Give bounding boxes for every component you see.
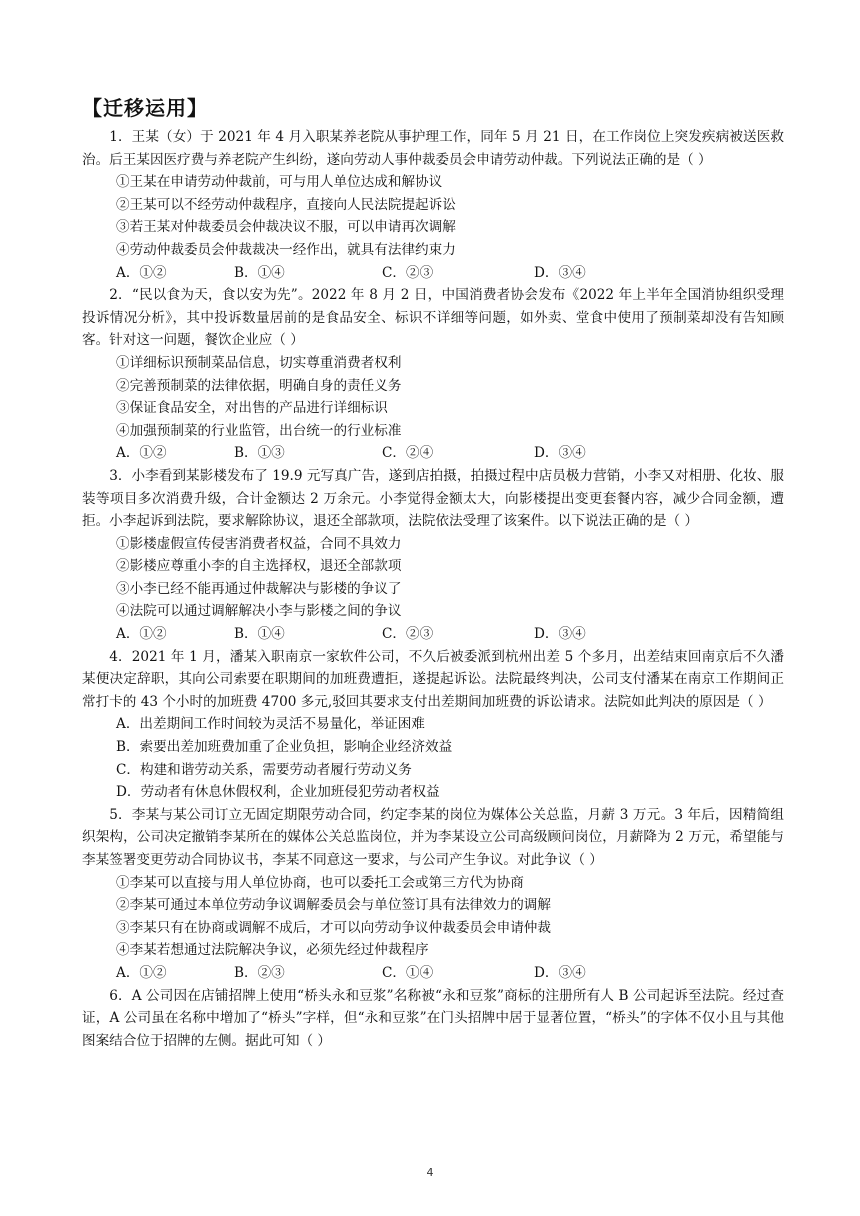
question-2-option: ①详细标识预制菜品信息，切实尊重消费者权利 bbox=[116, 354, 402, 371]
question-1-option: ④劳动仲裁委员会仲裁裁决一经作出，就具有法律约束力 bbox=[116, 241, 456, 258]
choice-b: B．①③ bbox=[234, 445, 285, 462]
question-5-option: ③李某只有在协商或调解不成后，才可以向劳动争议仲裁委员会申请仲裁 bbox=[116, 919, 551, 936]
choice-d: D．③④ bbox=[534, 626, 586, 643]
question-5-option: ④李某若想通过法院解决争议，必须先经过仲裁程序 bbox=[116, 942, 429, 959]
choice-c: C．②③ bbox=[382, 264, 434, 281]
question-4-option: A．出差期间工作时间较为灵活不易量化，举证困难 bbox=[116, 716, 425, 733]
choice-c: C．②④ bbox=[382, 445, 434, 462]
question-4-option: C．构建和谐劳动关系，需要劳动者履行劳动义务 bbox=[116, 761, 412, 778]
question-2-option: ④加强预制菜的行业监管，出台统一的行业标准 bbox=[116, 422, 402, 439]
question-list bbox=[82, 126, 784, 1052]
question-3-option: ④法院可以通过调解解决小李与影楼之间的争议 bbox=[116, 603, 402, 620]
question-1-stem: 1．王某（女）于 2021 年 4 月入职某养老院从事护理工作，同年 5 月 21 日，在工作岗位上突发疾病被送医救治。后王某因医疗费与养老院产生纠纷，遂向劳动人事仲裁委员会申请劳动仲裁。下列说法正确的是（ ） bbox=[82, 129, 784, 168]
question-4-option: B．索要出差加班费加重了企业负担，影响企业经济效益 bbox=[116, 739, 453, 756]
choice-d: D．③④ bbox=[534, 264, 586, 281]
choice-b: B．①④ bbox=[234, 626, 285, 643]
question-2-choices bbox=[82, 442, 784, 465]
question-3-option: ②影楼应尊重小李的自主选择权，退还全部款项 bbox=[116, 558, 402, 575]
question-1-choices bbox=[82, 262, 784, 285]
question-5-option: ②李某可通过本单位劳动争议调解委员会与单位签订具有法律效力的调解 bbox=[116, 897, 551, 914]
question-6-stem: 6．A 公司因在店铺招牌上使用“桥头永和豆浆”名称被“永和豆浆”商标的注册所有人 B 公司起诉至法院。经过查证，A 公司虽在名称中增加了“桥头”字样，但“永和豆浆”在门头招牌中居于显著位置，“桥头”的字体不仅小且与其他图案结合位于招牌的左侧。据此可知（ ） bbox=[82, 987, 784, 1049]
question-4-option: D．劳动者有休息休假权利，企业加班侵犯劳动者权益 bbox=[116, 784, 440, 801]
choice-a: A．①② bbox=[116, 964, 167, 981]
question-2-option: ②完善预制菜的法律依据，明确自身的责任义务 bbox=[116, 377, 402, 394]
question-3-choices bbox=[82, 623, 784, 646]
question-1-option: ①王某在申请劳动仲裁前，可与用人单位达成和解协议 bbox=[116, 174, 443, 191]
page-number: 4 bbox=[426, 1166, 434, 1179]
question-3-stem: 3．小李看到某影楼发布了 19.9 元写真广告，遂到店拍摄，拍摄过程中店员极力营销，小李又对相册、化妆、服装等项目多次消费升级，合计金额达 2 万余元。小李觉得金额太大，向影楼提出变更套餐内容，减少合同金额，遭拒。小李起诉到法院，要求解除协议，退还全部款项，法院依法受理了该案件。以下说法正确的是（ ） bbox=[82, 467, 784, 530]
question-2-option: ③保证食品安全，对出售的产品进行详细标识 bbox=[116, 400, 388, 417]
question-4-stem: 4．2021 年 1 月，潘某入职南京一家软件公司，不久后被委派到杭州出差 5 个多月，出差结束回南京后不久潘某便决定辞职，其向公司索要在职期间的加班费遭拒，遂提起诉讼。法院最终判决，公司支付潘某在南京工作期间正常打卡的 43 个小时的加班费 4700 多元,驳回其要求支付出差期间加班费的诉讼请求。法院如此判决的原因是（ ） bbox=[82, 648, 784, 710]
choice-b: B．②③ bbox=[234, 964, 285, 981]
choice-d: D．③④ bbox=[534, 445, 586, 462]
question-3-option: ①影楼虚假宣传侵害消费者权益，合同不具效力 bbox=[116, 535, 402, 552]
question-5-stem: 5．李某与某公司订立无固定期限劳动合同，约定李某的岗位为媒体公关总监，月薪 3 万元。3 年后，因精简组织架构，公司决定撤销李某所在的媒体公关总监岗位，并为李某设立公司高级顾问岗位，月薪降为 2 万元，希望能与李某签署变更劳动合同协议书，李某不同意这一要求，与公司产生争议。对此争议（ ） bbox=[82, 806, 784, 868]
choice-d: D．③④ bbox=[534, 964, 586, 981]
question-2-stem: 2．“民以食为天，食以安为先”。2022 年 8 月 2 日，中国消费者协会发布《2022 年上半年全国消协组织受理投诉情况分析》，其中投诉数量居前的是食品安全、标识不详细等问题，如外卖、堂食中使用了预制菜却没有告知顾客。针对这一问题，餐饮企业应（ ） bbox=[82, 287, 784, 349]
choice-a: A．①② bbox=[116, 445, 167, 462]
section-title: 【迁移运用】 bbox=[82, 96, 208, 120]
question-1-option: ②王某可以不经劳动仲裁程序，直接向人民法院提起诉讼 bbox=[116, 196, 456, 213]
question-1-option: ③若王某对仲裁委员会仲裁决议不服，可以申请再次调解 bbox=[116, 219, 456, 236]
question-5-choices bbox=[82, 962, 784, 985]
question-5-option: ①李某可以直接与用人单位协商，也可以委托工会或第三方代为协商 bbox=[116, 874, 524, 891]
choice-c: C．①④ bbox=[382, 964, 434, 981]
choice-b: B．①④ bbox=[234, 264, 285, 281]
choice-a: A．①② bbox=[116, 264, 167, 281]
choice-a: A．①② bbox=[116, 626, 167, 643]
question-3-option: ③小李已经不能再通过仲裁解决与影楼的争议了 bbox=[116, 580, 402, 597]
choice-c: C．②③ bbox=[382, 626, 434, 643]
